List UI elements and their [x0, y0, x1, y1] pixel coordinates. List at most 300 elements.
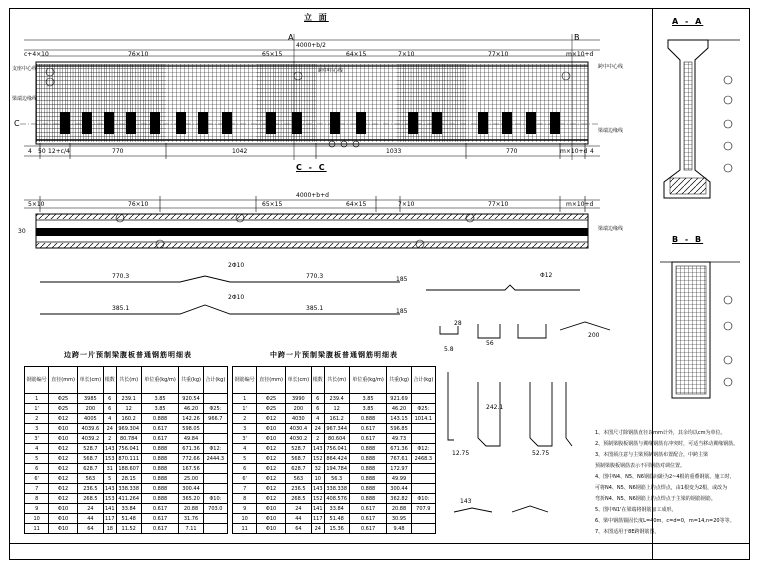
table-cell: 338.338 — [116, 484, 141, 494]
table-row — [25, 404, 228, 414]
table-cell: 161.2 — [324, 414, 349, 424]
table-row — [25, 444, 228, 454]
table-cell: Φ12 — [257, 414, 286, 424]
table-cell: 80.604 — [324, 434, 349, 444]
table-cell: 32 — [311, 464, 324, 474]
table-cell: 772.66 — [179, 454, 203, 464]
elevation-spacing-7: m×10+d — [566, 51, 594, 58]
table-cell: 568.7 — [77, 454, 103, 464]
table-cell: 0.617 — [141, 434, 179, 444]
table-cell — [203, 484, 227, 494]
table-header-cell: 合计(kg) — [203, 367, 227, 394]
table-row — [233, 414, 436, 424]
table-cell: Φ10 — [257, 434, 286, 444]
table-cell: 4 — [311, 414, 324, 424]
table-cell: 1 — [233, 394, 257, 404]
table-cell: 563 — [77, 474, 103, 484]
left-label-2: 梁端边缘线 — [12, 96, 38, 102]
n5-mid-label: 2Φ10 — [228, 294, 245, 301]
table-cell: 921.69 — [387, 394, 411, 404]
table-cell — [411, 394, 435, 404]
table-cell: 9 — [25, 504, 49, 514]
table-cell: 6 — [25, 464, 49, 474]
table-row — [233, 474, 436, 484]
mid-table-title: 中跨一片预制梁腹板普通钢筋明细表 — [270, 351, 398, 359]
table-cell: 0.888 — [349, 464, 387, 474]
plan-title: C - C — [296, 163, 327, 172]
table-cell: 152 — [313, 455, 323, 462]
plan-spacing-3: 65×15 — [262, 201, 283, 208]
table-cell: 0.617 — [349, 524, 387, 534]
table-cell: 143.15 — [387, 414, 411, 424]
table-row — [25, 484, 228, 494]
table-header-cell: 根数 — [103, 367, 116, 394]
table-cell: 51.48 — [116, 514, 141, 524]
table-cell: 8 — [233, 494, 257, 504]
small-dim-3: 200 — [588, 332, 600, 339]
table-row — [25, 434, 228, 444]
bottom-dim-8: m×10+d — [560, 148, 588, 155]
table-cell: 338.338 — [324, 484, 349, 494]
table-row — [233, 524, 436, 534]
table-cell: 756.041 — [324, 444, 349, 454]
table-row — [233, 454, 436, 464]
small-dim-7: 12.75 — [452, 450, 470, 457]
cut-mark-c: C — [14, 119, 20, 128]
table-cell: Φ25: — [411, 404, 435, 414]
table-cell: 5 — [233, 454, 257, 464]
table-cell: 142.26 — [179, 414, 203, 424]
table-cell: 236.5 — [77, 484, 103, 494]
table-cell: 160.2 — [116, 414, 141, 424]
table-cell — [203, 424, 227, 434]
table-cell: 200 — [285, 404, 311, 414]
table-cell: 11 — [233, 524, 257, 534]
plan-left-dim: 30 — [18, 228, 26, 235]
plan-spacing-4: 64×15 — [346, 201, 367, 208]
table-cell — [411, 524, 435, 534]
table-cell: 56.3 — [324, 474, 349, 484]
note-line: 1、本图尺寸除钢筋直径以mm计外，其余均以cm为单位。 — [595, 430, 726, 436]
table-cell — [203, 394, 227, 404]
table-cell: 31 — [103, 464, 116, 474]
table-cell: Φ10 — [49, 524, 78, 534]
table-cell — [203, 474, 227, 484]
table-cell: 200 — [77, 404, 103, 414]
table-cell: 767.61 — [387, 454, 411, 464]
table-cell: 153 — [105, 455, 115, 462]
table-cell: 4 — [25, 444, 49, 454]
table-cell: 4030 — [285, 414, 311, 424]
table-cell: 2 — [233, 414, 257, 424]
table-cell: Φ12 — [49, 494, 78, 504]
n5-right-length: 385.1 — [306, 305, 324, 312]
note-line: 3、本图须注意与主梁预制钢筋布置配合，中跨主梁 — [595, 452, 709, 458]
table-cell: 268.5 — [285, 494, 311, 504]
table-cell: 1' — [233, 404, 257, 414]
table-cell: 7.11 — [179, 524, 203, 534]
table-cell: 141 — [313, 505, 323, 512]
table-row — [25, 414, 228, 424]
n2-detail-label: Φ12 — [540, 272, 553, 279]
note-line: 可将N4、N5、N6钢筋上的点焊点，由1根变为2根，或改为 — [595, 485, 728, 491]
table-cell: 0.888 — [349, 474, 387, 484]
table-cell: 9 — [233, 504, 257, 514]
cut-mark-a: A — [288, 33, 294, 42]
mid-rebar-table — [232, 366, 436, 534]
edge-rebar-table — [24, 366, 228, 534]
table-cell: 0.888 — [349, 414, 387, 424]
small-dim-4: 5.8 — [444, 346, 454, 353]
table-cell: Φ12 — [49, 464, 78, 474]
table-cell: 756.041 — [116, 444, 141, 454]
elevation-spacing-3: 65×15 — [262, 51, 283, 58]
table-cell: Φ10 — [257, 524, 286, 534]
table-cell: 10 — [233, 514, 257, 524]
note-line: 7、本图适用于8E跨钢筋图。 — [595, 529, 660, 535]
table-cell: 6' — [25, 474, 49, 484]
n4-right-length: 770.3 — [306, 273, 324, 280]
table-cell: 11 — [25, 524, 49, 534]
table-cell — [411, 424, 435, 434]
edge-table-title: 边跨一片预制梁腹板普通钢筋明细表 — [64, 351, 192, 359]
table-cell: 0.888 — [349, 484, 387, 494]
table-cell: 0.888 — [141, 494, 179, 504]
table-cell: 628.7 — [285, 464, 311, 474]
elevation-view — [20, 34, 600, 160]
table-cell: 671.36 — [179, 444, 203, 454]
note-line: 弯折N4、N5、N6钢筋上的点焊点于主梁的钢筋钢筋。 — [595, 496, 716, 502]
table-cell: 563 — [285, 474, 311, 484]
table-cell: Φ12 — [257, 454, 286, 464]
right-label-2: 跨中中心线 — [598, 64, 624, 70]
table-row — [233, 444, 436, 454]
table-cell: 864.424 — [324, 454, 349, 464]
note-line: 4、图中N4、N5、N6钢筋间距为2~4根的重叠钢筋。施工时， — [595, 474, 735, 480]
table-header-cell: 共长(m) — [324, 367, 349, 394]
table-cell: 51.48 — [324, 514, 349, 524]
table-cell: 3990 — [285, 394, 311, 404]
plan-spacing-1: 5×10 — [28, 201, 45, 208]
bottom-dim-2: 50 — [38, 148, 46, 155]
table-cell: 4030.4 — [285, 424, 311, 434]
table-cell: 268.5 — [77, 494, 103, 504]
table-cell: 7 — [233, 484, 257, 494]
table-cell: 0.888 — [141, 474, 179, 484]
table-cell: 3 — [25, 424, 49, 434]
table-cell: 49.99 — [387, 474, 411, 484]
table-cell: 3985 — [77, 394, 103, 404]
table-cell — [411, 514, 435, 524]
small-dim-6: 242.1 — [486, 404, 504, 411]
table-cell: 141 — [105, 505, 115, 512]
table-cell: 703.0 — [203, 504, 227, 514]
table-cell: 6' — [233, 474, 257, 484]
table-cell: 0.617 — [141, 424, 179, 434]
table-cell — [203, 434, 227, 444]
table-cell: Φ10 — [257, 504, 286, 514]
table-cell: 1014.1 — [411, 414, 435, 424]
table-cell: 1 — [25, 394, 49, 404]
plan-spacing-6: 77×10 — [488, 201, 509, 208]
table-header-cell: 单长(cm) — [77, 367, 103, 394]
n5-end-length: 185 — [396, 308, 408, 315]
table-cell: 20.88 — [179, 504, 203, 514]
table-cell: 362.82 — [387, 494, 411, 504]
table-cell: 4 — [233, 444, 257, 454]
plan-spacing-2: 76×10 — [128, 201, 149, 208]
table-cell: 0.617 — [349, 434, 387, 444]
table-cell: 568.7 — [285, 454, 311, 464]
table-cell: Φ25: — [203, 404, 227, 414]
bottom-dim-4: 770 — [112, 148, 124, 155]
table-header-cell: 直径(mm) — [49, 367, 78, 394]
plan-view — [24, 196, 600, 248]
table-row — [25, 424, 228, 434]
left-label-1: 支座中心线 — [12, 66, 38, 72]
table-cell: 3 — [233, 424, 257, 434]
table-cell: 194.784 — [324, 464, 349, 474]
table-cell: 20.88 — [387, 504, 411, 514]
table-cell: 0.888 — [141, 414, 179, 424]
table-cell: 0.888 — [349, 444, 387, 454]
table-cell: 12 — [116, 404, 141, 414]
table-cell: 365.20 — [179, 494, 203, 504]
table-row — [233, 484, 436, 494]
bottom-dim-6: 1033 — [386, 148, 402, 155]
table-cell: 239.4 — [324, 394, 349, 404]
table-cell: 167.56 — [179, 464, 203, 474]
table-cell: 3.85 — [349, 404, 387, 414]
bottom-dim-7: 770 — [506, 148, 518, 155]
table-cell: 18 — [103, 524, 116, 534]
table-cell: Φ25 — [257, 404, 286, 414]
table-cell: 152 — [313, 495, 323, 502]
small-dim-2: 56 — [486, 340, 494, 347]
cut-mark-b: B — [574, 33, 580, 42]
table-cell: Φ12: — [203, 444, 227, 454]
table-cell: 408.576 — [324, 494, 349, 504]
plan-spacing-5: 7×10 — [398, 201, 415, 208]
table-cell: 0.617 — [349, 504, 387, 514]
table-cell: 7 — [25, 484, 49, 494]
table-cell: 0.888 — [349, 494, 387, 504]
table-cell: 528.7 — [285, 444, 311, 454]
table-cell: 143 — [105, 445, 115, 452]
table-cell: Φ12 — [257, 474, 286, 484]
table-cell: 6 — [103, 394, 116, 404]
table-cell: Φ25 — [257, 394, 286, 404]
table-cell: 0.617 — [141, 504, 179, 514]
table-cell: 3.85 — [141, 394, 179, 404]
table-cell: 3' — [25, 434, 49, 444]
table-cell: 4030.2 — [285, 434, 311, 444]
table-cell: 49.84 — [179, 434, 203, 444]
table-cell: Φ12 — [49, 484, 78, 494]
table-row — [233, 464, 436, 474]
table-cell: 5 — [103, 474, 116, 484]
table-cell: 2 — [103, 434, 116, 444]
table-cell: 24 — [311, 524, 324, 534]
table-cell — [203, 464, 227, 474]
table-cell: 188.607 — [116, 464, 141, 474]
bottom-dim-5: 1042 — [232, 148, 248, 155]
table-cell: 6 — [103, 404, 116, 414]
table-cell: Φ12 — [49, 474, 78, 484]
table-header-cell: 合计(kg) — [411, 367, 435, 394]
note-line: 预制梁腹板钢筋表示不同钢筋对调位置。 — [595, 463, 686, 469]
table-cell: 64 — [77, 524, 103, 534]
table-cell: 671.36 — [387, 444, 411, 454]
table-row — [25, 514, 228, 524]
small-dim-8: 52.75 — [532, 450, 550, 457]
table-cell — [203, 524, 227, 534]
table-cell: 6 — [311, 394, 324, 404]
table-cell: 33.84 — [324, 504, 349, 514]
table-cell: 117 — [105, 515, 115, 522]
table-cell: Φ12 — [257, 484, 286, 494]
elevation-spacing-1: c+4×10 — [24, 51, 49, 58]
table-row — [25, 524, 228, 534]
table-cell: Φ12 — [49, 454, 78, 464]
note-line: 6、梁中钢筋锚固长度L=40m，c=d=0，m=14,n=20等等。 — [595, 518, 735, 524]
table-cell: Φ10 — [49, 424, 78, 434]
table-cell: 0.888 — [349, 454, 387, 464]
small-dim-5: 143 — [460, 498, 472, 505]
table-cell: 4039.2 — [77, 434, 103, 444]
table-header-cell: 单长(cm) — [285, 367, 311, 394]
table-cell: 8 — [25, 494, 49, 504]
table-cell: 0.888 — [141, 464, 179, 474]
table-cell: 0.617 — [349, 424, 387, 434]
table-cell: Φ12 — [49, 414, 78, 424]
table-cell: 300.44 — [179, 484, 203, 494]
table-cell: 10 — [25, 514, 49, 524]
elevation-total-dim: 4000+b/2 — [296, 42, 326, 49]
right-label-3: 梁端边缘线 — [598, 128, 624, 134]
table-cell: 0.617 — [141, 514, 179, 524]
table-cell: 10 — [311, 474, 324, 484]
table-cell: 172.97 — [387, 464, 411, 474]
table-cell — [411, 484, 435, 494]
table-header-cell: 直径(mm) — [257, 367, 286, 394]
table-cell: 596.85 — [387, 424, 411, 434]
table-cell: 25.00 — [179, 474, 203, 484]
table-row — [233, 434, 436, 444]
table-cell: Φ12 — [257, 464, 286, 474]
table-header-cell: 单位重(kg/m) — [141, 367, 179, 394]
table-cell: 143 — [105, 485, 115, 492]
table-cell: 628.7 — [77, 464, 103, 474]
table-cell: 3.85 — [349, 394, 387, 404]
table-row — [233, 514, 436, 524]
table-cell: 49.73 — [387, 434, 411, 444]
table-cell: 3' — [233, 434, 257, 444]
table-cell: 0.617 — [141, 524, 179, 534]
table-cell: 2 — [25, 414, 49, 424]
table-cell: 598.05 — [179, 424, 203, 434]
table-cell: Φ10 — [257, 514, 286, 524]
table-cell: 143 — [313, 485, 323, 492]
table-cell: 31.76 — [179, 514, 203, 524]
table-cell: 2468.3 — [411, 454, 435, 464]
table-header-cell: 钢筋编号 — [233, 367, 257, 394]
table-cell: 12 — [324, 404, 349, 414]
table-cell — [411, 464, 435, 474]
table-cell: 44 — [285, 514, 311, 524]
table-row — [25, 504, 228, 514]
table-row — [25, 394, 228, 404]
table-row — [233, 494, 436, 504]
table-cell: Φ10: — [203, 494, 227, 504]
table-cell: 1' — [25, 404, 49, 414]
table-header-cell: 钢筋编号 — [25, 367, 49, 394]
table-header-cell: 共重(kg) — [387, 367, 411, 394]
table-cell: 236.5 — [285, 484, 311, 494]
table-cell: 9.48 — [387, 524, 411, 534]
right-label-1: 跨中中心线 — [318, 68, 344, 74]
note-line: 5、图中N1'在梁端将钢筋加工成形。 — [595, 507, 677, 513]
table-cell: 2 — [311, 434, 324, 444]
table-cell — [411, 434, 435, 444]
section-aa — [664, 40, 740, 198]
table-cell: 24 — [103, 424, 116, 434]
bottom-dim-9: 4 — [590, 148, 594, 155]
table-cell: Φ10 — [49, 504, 78, 514]
table-cell: 33.84 — [116, 504, 141, 514]
elevation-spacing-6: 77×10 — [488, 51, 509, 58]
table-cell: 707.9 — [411, 504, 435, 514]
plan-spacing-7: m×10+d — [566, 201, 594, 208]
elevation-spacing-5: 7×10 — [398, 51, 415, 58]
table-cell: 411.264 — [116, 494, 141, 504]
table-cell: Φ25 — [49, 404, 78, 414]
elevation-spacing-4: 64×15 — [346, 51, 367, 58]
table-row — [233, 424, 436, 434]
table-cell: 46.20 — [179, 404, 203, 414]
n4-left-length: 770.3 — [112, 273, 130, 280]
table-header-cell: 单位重(kg/m) — [349, 367, 387, 394]
table-cell: 967.344 — [324, 424, 349, 434]
section-bb-title: B - B — [672, 235, 704, 244]
elevation-title: 立 面 — [304, 13, 329, 22]
table-cell: 969.304 — [116, 424, 141, 434]
table-cell: 24 — [77, 504, 103, 514]
table-cell: 0.617 — [349, 514, 387, 524]
table-cell: 966.7 — [203, 414, 227, 424]
n5-left-length: 385.1 — [112, 305, 130, 312]
notes-block — [595, 428, 755, 538]
table-cell: 2444.3 — [203, 454, 227, 464]
table-cell: 46.20 — [387, 404, 411, 414]
table-cell: Φ10 — [49, 514, 78, 524]
table-cell: 4005 — [77, 414, 103, 424]
table-row — [233, 504, 436, 514]
table-cell: 143 — [313, 445, 323, 452]
note-line: 2、预制梁腹板钢筋与翼缘钢筋有冲突时，可适当移动翼缘钢筋。 — [595, 441, 739, 447]
table-cell: 4039.6 — [77, 424, 103, 434]
table-cell: 239.1 — [116, 394, 141, 404]
table-cell: Φ25 — [49, 394, 78, 404]
table-cell: 5 — [25, 454, 49, 464]
table-cell: Φ12 — [257, 494, 286, 504]
table-row — [25, 474, 228, 484]
table-cell: 300.44 — [387, 484, 411, 494]
table-header-cell: 共长(m) — [116, 367, 141, 394]
table-cell — [411, 474, 435, 484]
table-header-cell: 根数 — [311, 367, 324, 394]
table-cell: 15.36 — [324, 524, 349, 534]
